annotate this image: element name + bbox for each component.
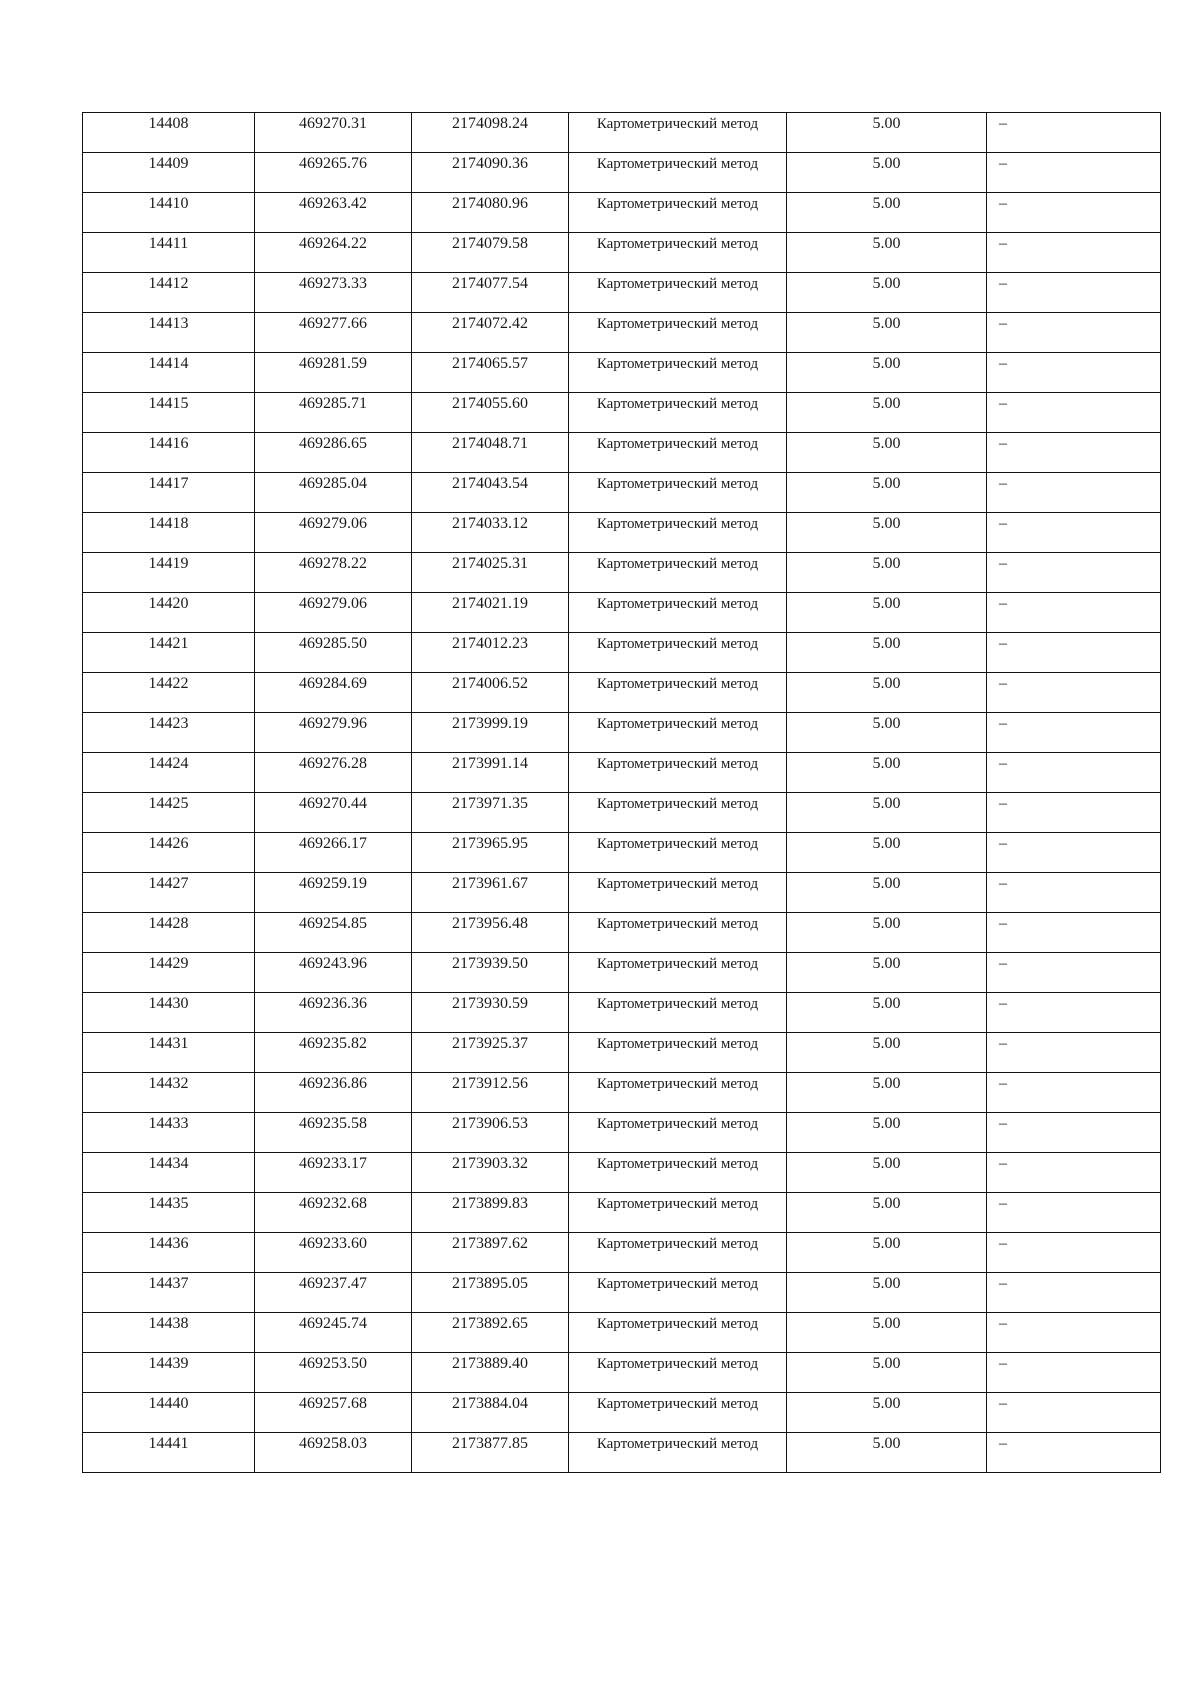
y-coordinate-cell: 2174055.60 — [412, 393, 569, 433]
method-cell: Картометрический метод — [569, 753, 787, 793]
point-number-cell: 14408 — [83, 113, 255, 153]
accuracy-cell: 5.00 — [787, 1233, 987, 1273]
description-cell: – — [987, 513, 1161, 553]
point-number-cell: 14424 — [83, 753, 255, 793]
method-cell: Картометрический метод — [569, 1033, 787, 1073]
point-number-cell: 14427 — [83, 873, 255, 913]
x-coordinate-cell: 469235.58 — [255, 1113, 412, 1153]
method-cell: Картометрический метод — [569, 953, 787, 993]
method-cell: Картометрический метод — [569, 1233, 787, 1273]
x-coordinate-cell: 469285.50 — [255, 633, 412, 673]
description-cell: – — [987, 993, 1161, 1033]
method-cell: Картометрический метод — [569, 993, 787, 1033]
table-row — [83, 753, 1161, 793]
method-cell: Картометрический метод — [569, 433, 787, 473]
method-cell: Картометрический метод — [569, 1273, 787, 1313]
x-coordinate-cell: 469277.66 — [255, 313, 412, 353]
accuracy-cell: 5.00 — [787, 753, 987, 793]
method-cell: Картометрический метод — [569, 353, 787, 393]
accuracy-cell: 5.00 — [787, 553, 987, 593]
accuracy-cell: 5.00 — [787, 1153, 987, 1193]
y-coordinate-cell: 2174043.54 — [412, 473, 569, 513]
description-cell: – — [987, 273, 1161, 313]
x-coordinate-cell: 469233.60 — [255, 1233, 412, 1273]
point-number-cell: 14438 — [83, 1313, 255, 1353]
description-cell: – — [987, 1113, 1161, 1153]
table-row — [83, 313, 1161, 353]
point-number-cell: 14415 — [83, 393, 255, 433]
x-coordinate-cell: 469270.44 — [255, 793, 412, 833]
x-coordinate-cell: 469245.74 — [255, 1313, 412, 1353]
accuracy-cell: 5.00 — [787, 513, 987, 553]
method-cell: Картометрический метод — [569, 113, 787, 153]
x-coordinate-cell: 469278.22 — [255, 553, 412, 593]
point-number-cell: 14435 — [83, 1193, 255, 1233]
y-coordinate-cell: 2173877.85 — [412, 1433, 569, 1473]
x-coordinate-cell: 469258.03 — [255, 1433, 412, 1473]
x-coordinate-cell: 469286.65 — [255, 433, 412, 473]
method-cell: Картометрический метод — [569, 513, 787, 553]
method-cell: Картометрический метод — [569, 473, 787, 513]
point-number-cell: 14434 — [83, 1153, 255, 1193]
point-number-cell: 14439 — [83, 1353, 255, 1393]
method-cell: Картометрический метод — [569, 313, 787, 353]
y-coordinate-cell: 2174012.23 — [412, 633, 569, 673]
accuracy-cell: 5.00 — [787, 633, 987, 673]
x-coordinate-cell: 469285.04 — [255, 473, 412, 513]
method-cell: Картометрический метод — [569, 1153, 787, 1193]
method-cell: Картометрический метод — [569, 633, 787, 673]
table-row — [83, 473, 1161, 513]
x-coordinate-cell: 469237.47 — [255, 1273, 412, 1313]
method-cell: Картометрический метод — [569, 1313, 787, 1353]
y-coordinate-cell: 2173897.62 — [412, 1233, 569, 1273]
description-cell: – — [987, 1233, 1161, 1273]
description-cell: – — [987, 1313, 1161, 1353]
table-row — [83, 353, 1161, 393]
y-coordinate-cell: 2173899.83 — [412, 1193, 569, 1233]
description-cell: – — [987, 953, 1161, 993]
accuracy-cell: 5.00 — [787, 1033, 987, 1073]
y-coordinate-cell: 2173961.67 — [412, 873, 569, 913]
y-coordinate-cell: 2174098.24 — [412, 113, 569, 153]
table-row — [83, 1113, 1161, 1153]
accuracy-cell: 5.00 — [787, 833, 987, 873]
y-coordinate-cell: 2174077.54 — [412, 273, 569, 313]
table-row — [83, 153, 1161, 193]
method-cell: Картометрический метод — [569, 393, 787, 433]
coordinates-table — [82, 112, 1161, 1473]
method-cell: Картометрический метод — [569, 713, 787, 753]
x-coordinate-cell: 469263.42 — [255, 193, 412, 233]
y-coordinate-cell: 2173895.05 — [412, 1273, 569, 1313]
description-cell: – — [987, 113, 1161, 153]
point-number-cell: 14432 — [83, 1073, 255, 1113]
description-cell: – — [987, 633, 1161, 673]
description-cell: – — [987, 593, 1161, 633]
description-cell: – — [987, 1393, 1161, 1433]
method-cell: Картометрический метод — [569, 1353, 787, 1393]
accuracy-cell: 5.00 — [787, 273, 987, 313]
method-cell: Картометрический метод — [569, 1433, 787, 1473]
description-cell: – — [987, 873, 1161, 913]
x-coordinate-cell: 469233.17 — [255, 1153, 412, 1193]
description-cell: – — [987, 473, 1161, 513]
description-cell: – — [987, 1033, 1161, 1073]
point-number-cell: 14436 — [83, 1233, 255, 1273]
method-cell: Картометрический метод — [569, 873, 787, 913]
y-coordinate-cell: 2173889.40 — [412, 1353, 569, 1393]
point-number-cell: 14428 — [83, 913, 255, 953]
description-cell: – — [987, 1193, 1161, 1233]
x-coordinate-cell: 469259.19 — [255, 873, 412, 913]
y-coordinate-cell: 2174079.58 — [412, 233, 569, 273]
table-row — [83, 913, 1161, 953]
point-number-cell: 14431 — [83, 1033, 255, 1073]
table-row — [83, 1153, 1161, 1193]
description-cell: – — [987, 313, 1161, 353]
point-number-cell: 14422 — [83, 673, 255, 713]
point-number-cell: 14429 — [83, 953, 255, 993]
table-row — [83, 953, 1161, 993]
accuracy-cell: 5.00 — [787, 1193, 987, 1233]
point-number-cell: 14410 — [83, 193, 255, 233]
table-row — [83, 113, 1161, 153]
method-cell: Картометрический метод — [569, 833, 787, 873]
method-cell: Картометрический метод — [569, 1113, 787, 1153]
accuracy-cell: 5.00 — [787, 1273, 987, 1313]
point-number-cell: 14412 — [83, 273, 255, 313]
coordinates-table-body — [83, 113, 1161, 1473]
method-cell: Картометрический метод — [569, 553, 787, 593]
method-cell: Картометрический метод — [569, 593, 787, 633]
method-cell: Картометрический метод — [569, 153, 787, 193]
point-number-cell: 14430 — [83, 993, 255, 1033]
x-coordinate-cell: 469254.85 — [255, 913, 412, 953]
method-cell: Картометрический метод — [569, 673, 787, 713]
table-row — [83, 673, 1161, 713]
y-coordinate-cell: 2174021.19 — [412, 593, 569, 633]
x-coordinate-cell: 469279.06 — [255, 593, 412, 633]
point-number-cell: 14417 — [83, 473, 255, 513]
description-cell: – — [987, 1433, 1161, 1473]
description-cell: – — [987, 193, 1161, 233]
x-coordinate-cell: 469270.31 — [255, 113, 412, 153]
accuracy-cell: 5.00 — [787, 1353, 987, 1393]
table-row — [83, 873, 1161, 913]
accuracy-cell: 5.00 — [787, 433, 987, 473]
y-coordinate-cell: 2173892.65 — [412, 1313, 569, 1353]
table-row — [83, 1033, 1161, 1073]
method-cell: Картометрический метод — [569, 793, 787, 833]
y-coordinate-cell: 2174090.36 — [412, 153, 569, 193]
y-coordinate-cell: 2174080.96 — [412, 193, 569, 233]
table-row — [83, 1193, 1161, 1233]
method-cell: Картометрический метод — [569, 233, 787, 273]
accuracy-cell: 5.00 — [787, 1393, 987, 1433]
point-number-cell: 14411 — [83, 233, 255, 273]
x-coordinate-cell: 469264.22 — [255, 233, 412, 273]
y-coordinate-cell: 2174072.42 — [412, 313, 569, 353]
y-coordinate-cell: 2173912.56 — [412, 1073, 569, 1113]
table-row — [83, 833, 1161, 873]
description-cell: – — [987, 1153, 1161, 1193]
point-number-cell: 14414 — [83, 353, 255, 393]
table-row — [83, 1393, 1161, 1433]
description-cell: – — [987, 433, 1161, 473]
accuracy-cell: 5.00 — [787, 233, 987, 273]
y-coordinate-cell: 2174048.71 — [412, 433, 569, 473]
x-coordinate-cell: 469235.82 — [255, 1033, 412, 1073]
x-coordinate-cell: 469253.50 — [255, 1353, 412, 1393]
table-row — [83, 273, 1161, 313]
point-number-cell: 14418 — [83, 513, 255, 553]
x-coordinate-cell: 469279.06 — [255, 513, 412, 553]
description-cell: – — [987, 553, 1161, 593]
method-cell: Картометрический метод — [569, 913, 787, 953]
description-cell: – — [987, 1353, 1161, 1393]
point-number-cell: 14419 — [83, 553, 255, 593]
description-cell: – — [987, 793, 1161, 833]
y-coordinate-cell: 2173971.35 — [412, 793, 569, 833]
table-row — [83, 393, 1161, 433]
accuracy-cell: 5.00 — [787, 193, 987, 233]
accuracy-cell: 5.00 — [787, 873, 987, 913]
accuracy-cell: 5.00 — [787, 1113, 987, 1153]
point-number-cell: 14409 — [83, 153, 255, 193]
point-number-cell: 14441 — [83, 1433, 255, 1473]
description-cell: – — [987, 1073, 1161, 1113]
x-coordinate-cell: 469236.86 — [255, 1073, 412, 1113]
x-coordinate-cell: 469284.69 — [255, 673, 412, 713]
y-coordinate-cell: 2173965.95 — [412, 833, 569, 873]
table-row — [83, 1313, 1161, 1353]
x-coordinate-cell: 469243.96 — [255, 953, 412, 993]
accuracy-cell: 5.00 — [787, 113, 987, 153]
y-coordinate-cell: 2173925.37 — [412, 1033, 569, 1073]
description-cell: – — [987, 713, 1161, 753]
accuracy-cell: 5.00 — [787, 953, 987, 993]
table-row — [83, 793, 1161, 833]
table-row — [83, 633, 1161, 673]
accuracy-cell: 5.00 — [787, 473, 987, 513]
table-row — [83, 433, 1161, 473]
method-cell: Картометрический метод — [569, 273, 787, 313]
accuracy-cell: 5.00 — [787, 793, 987, 833]
description-cell: – — [987, 913, 1161, 953]
y-coordinate-cell: 2173939.50 — [412, 953, 569, 993]
table-row — [83, 553, 1161, 593]
x-coordinate-cell: 469257.68 — [255, 1393, 412, 1433]
method-cell: Картометрический метод — [569, 193, 787, 233]
x-coordinate-cell: 469276.28 — [255, 753, 412, 793]
table-row — [83, 1273, 1161, 1313]
point-number-cell: 14423 — [83, 713, 255, 753]
method-cell: Картометрический метод — [569, 1073, 787, 1113]
accuracy-cell: 5.00 — [787, 1313, 987, 1353]
y-coordinate-cell: 2173903.32 — [412, 1153, 569, 1193]
point-number-cell: 14420 — [83, 593, 255, 633]
accuracy-cell: 5.00 — [787, 913, 987, 953]
x-coordinate-cell: 469281.59 — [255, 353, 412, 393]
table-row — [83, 593, 1161, 633]
accuracy-cell: 5.00 — [787, 593, 987, 633]
x-coordinate-cell: 469279.96 — [255, 713, 412, 753]
point-number-cell: 14440 — [83, 1393, 255, 1433]
table-row — [83, 193, 1161, 233]
table-row — [83, 513, 1161, 553]
accuracy-cell: 5.00 — [787, 1073, 987, 1113]
x-coordinate-cell: 469265.76 — [255, 153, 412, 193]
table-row — [83, 1353, 1161, 1393]
description-cell: – — [987, 393, 1161, 433]
y-coordinate-cell: 2173999.19 — [412, 713, 569, 753]
point-number-cell: 14421 — [83, 633, 255, 673]
method-cell: Картометрический метод — [569, 1193, 787, 1233]
y-coordinate-cell: 2173930.59 — [412, 993, 569, 1033]
x-coordinate-cell: 469285.71 — [255, 393, 412, 433]
y-coordinate-cell: 2174033.12 — [412, 513, 569, 553]
point-number-cell: 14433 — [83, 1113, 255, 1153]
x-coordinate-cell: 469266.17 — [255, 833, 412, 873]
y-coordinate-cell: 2174025.31 — [412, 553, 569, 593]
method-cell: Картометрический метод — [569, 1393, 787, 1433]
table-row — [83, 713, 1161, 753]
accuracy-cell: 5.00 — [787, 1433, 987, 1473]
point-number-cell: 14413 — [83, 313, 255, 353]
table-row — [83, 993, 1161, 1033]
accuracy-cell: 5.00 — [787, 153, 987, 193]
y-coordinate-cell: 2173956.48 — [412, 913, 569, 953]
description-cell: – — [987, 233, 1161, 273]
table-row — [83, 233, 1161, 273]
x-coordinate-cell: 469273.33 — [255, 273, 412, 313]
accuracy-cell: 5.00 — [787, 393, 987, 433]
point-number-cell: 14416 — [83, 433, 255, 473]
description-cell: – — [987, 753, 1161, 793]
point-number-cell: 14426 — [83, 833, 255, 873]
accuracy-cell: 5.00 — [787, 353, 987, 393]
y-coordinate-cell: 2173991.14 — [412, 753, 569, 793]
point-number-cell: 14437 — [83, 1273, 255, 1313]
y-coordinate-cell: 2174006.52 — [412, 673, 569, 713]
accuracy-cell: 5.00 — [787, 673, 987, 713]
x-coordinate-cell: 469232.68 — [255, 1193, 412, 1233]
description-cell: – — [987, 833, 1161, 873]
description-cell: – — [987, 673, 1161, 713]
description-cell: – — [987, 353, 1161, 393]
y-coordinate-cell: 2174065.57 — [412, 353, 569, 393]
accuracy-cell: 5.00 — [787, 313, 987, 353]
x-coordinate-cell: 469236.36 — [255, 993, 412, 1033]
accuracy-cell: 5.00 — [787, 713, 987, 753]
y-coordinate-cell: 2173906.53 — [412, 1113, 569, 1153]
table-row — [83, 1233, 1161, 1273]
point-number-cell: 14425 — [83, 793, 255, 833]
y-coordinate-cell: 2173884.04 — [412, 1393, 569, 1433]
accuracy-cell: 5.00 — [787, 993, 987, 1033]
description-cell: – — [987, 153, 1161, 193]
description-cell: – — [987, 1273, 1161, 1313]
table-row — [83, 1433, 1161, 1473]
table-row — [83, 1073, 1161, 1113]
